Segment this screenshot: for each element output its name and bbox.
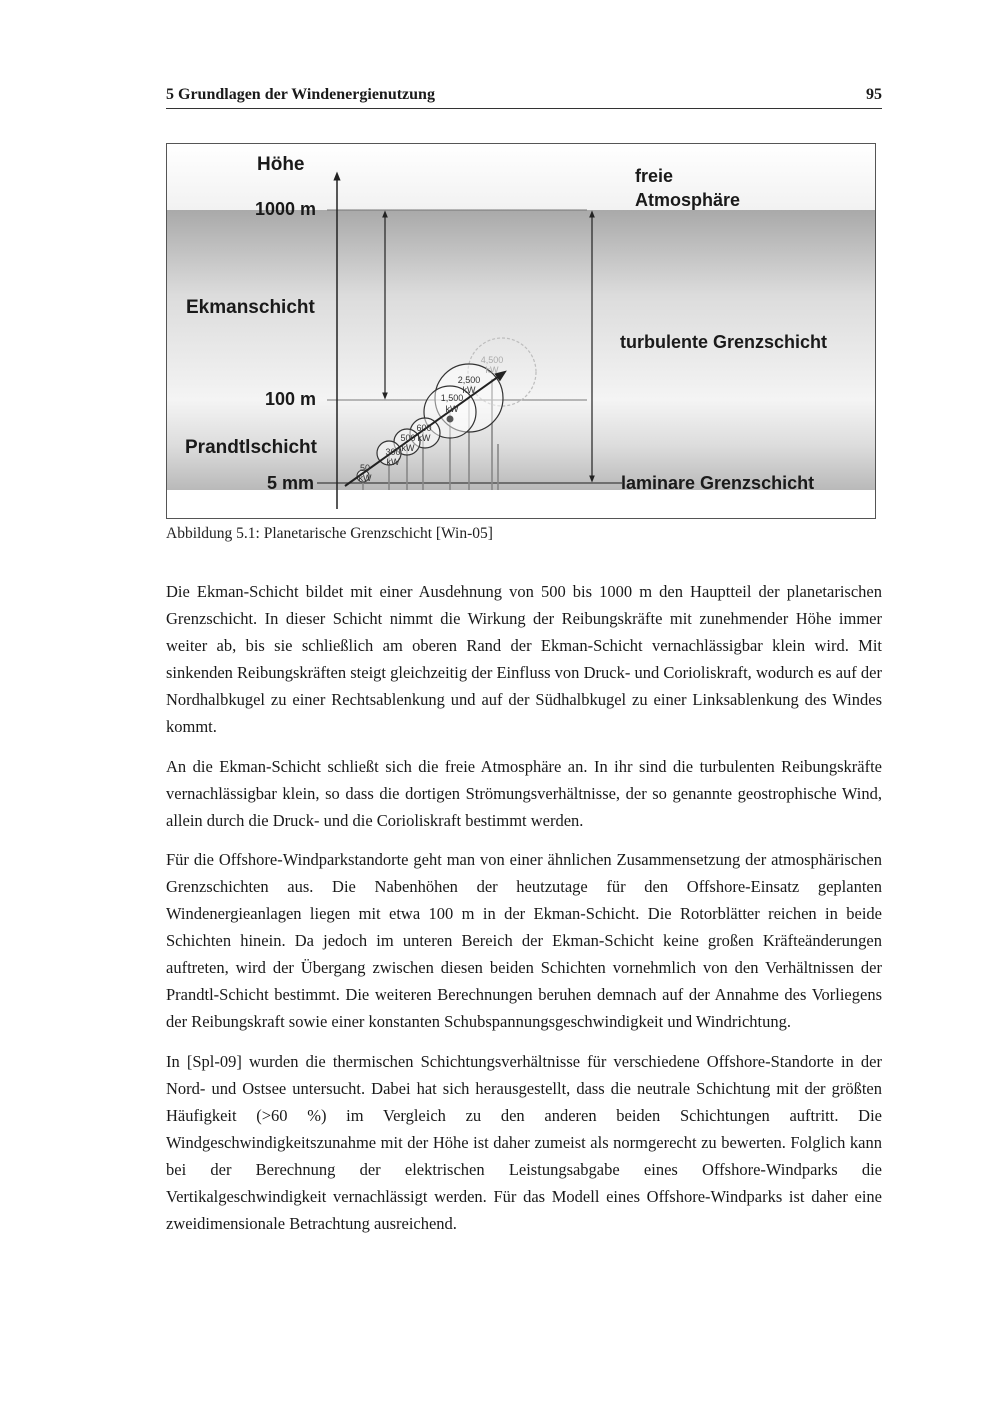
page-number: 95 [866, 86, 882, 103]
label-atmosphaere: Atmosphäre [635, 190, 741, 210]
hub-1500kw [447, 416, 454, 423]
label-hoehe: Höhe [257, 154, 305, 175]
label-1000m: 1000 m [255, 199, 317, 219]
paragraph: An die Ekman-Schicht schließt sich die freie Atmosphäre an. In ihr sind die turbulenten Reibungskräfte vernachlässigbar klein, so dass die dortigen Strömungsverhältnisse, der so genannte geostrophische Wind, allein durch die Druck- und die Corioliskraft bestimmt werden. [166, 756, 882, 830]
turbine-label-unit: kW [485, 365, 499, 375]
label-freie: freie [635, 166, 674, 186]
turbine-label-unit: kW [417, 433, 431, 443]
turbine-label-unit: kW [358, 473, 372, 483]
turbine-label-power: 600 [416, 423, 432, 433]
turbine-label-unit: kW [386, 457, 400, 467]
label-ekmanschicht: Ekmanschicht [186, 297, 315, 318]
body-text [166, 578, 882, 1249]
label-prandtlschicht: Prandtlschicht [185, 437, 317, 458]
ground-strip [167, 490, 875, 518]
paragraph: Für die Offshore-Windparkstandorte geht man von einer ähnlichen Zusammensetzung der atmosphärischen Grenzschichten aus. Die Nabenhöhen der heutzutage für den Offshore-Einsatz geplanten Windenergieanlagen liegen mit etwa 100 m in der Ekman-Schicht. Die Rotorblätter reichen in beide Schichten hinein. Da jedoch im unteren Bereich der Ekman-Schicht keine großen Kräfteänderungen auftreten, wird der Übergang zwischen diesen beiden Schichten vornehmlich von den Verhältnissen der Prandtl-Schicht bestimmt. Die weiteren Berechnungen beruhen demnach auf der Annahme des Vorliegens der Reibungskraft sowie einer konstanten Schubspannungsgeschwindigkeit und Windrichtung. [166, 849, 882, 1032]
turbine-label-unit: kW [445, 404, 459, 414]
label-laminare-grenzschicht: laminare Grenzschicht [621, 473, 815, 493]
turbine-label-unit: kW [401, 443, 415, 453]
running-header [166, 84, 882, 109]
label-5mm: 5 mm [267, 473, 315, 493]
turbine-label-power: 4,500 [480, 355, 504, 365]
turbine-label-power: 2,500 [457, 375, 481, 385]
turbine-label-power: 50 [359, 463, 371, 473]
turbine-label-unit: kW [462, 385, 476, 395]
turbine-label-power: 500 [400, 433, 416, 443]
turbine-label-power: 300 [385, 447, 401, 457]
figure-boundary-layer [166, 143, 876, 519]
chapter-title: 5 Grundlagen der Windenergienutzung [166, 86, 435, 103]
paragraph: Die Ekman-Schicht bildet mit einer Ausdehnung von 500 bis 1000 m den Hauptteil der planetarischen Grenzschicht. In dieser Schicht nimmt die Wirkung der Reibungskräfte mit zunehmender Höhe immer weiter ab, bis sie schließlich am oberen Rand der Ekman-Schicht vernachlässigbar klein wird. Mit sinkenden Reibungskräften steigt gleichzeitig der Einfluss von Druck- und Corioliskraft, wodurch es auf der Nordhalbkugel zu einer Rechtsablenkung und auf der Südhalbkugel zu einer Linksablenkung des Windes kommt. [166, 582, 882, 737]
label-100m: 100 m [265, 389, 317, 409]
turbine-label-power: 1,500 [440, 393, 464, 403]
paragraph: In [Spl-09] wurden die thermischen Schichtungsverhältnisse für verschiedene Offshore-Standorte in der Nord- und Ostsee untersucht. Dabei hat sich herausgestellt, dass die neutrale Schichtung mit der größten Häufigkeit (>60 %) im Vergleich zu den anderen beiden Schichtungen auftritt. Die Windgeschwindigkeitszunahme mit der Höhe ist daher zumeist als normgerecht zu bewerten. Folglich kann bei der Berechnung der elektrischen Leistungsabgabe eines Offshore-Windparks die Vertikalgeschwindigkeit vernachlässigt werden. Für das Modell eines Offshore-Windparks ist daher eine zweidimensionale Betrachtung ausreichend. [166, 1051, 882, 1234]
figure-caption: Abbildung 5.1: Planetarische Grenzschicht [Win-05] [166, 525, 493, 542]
label-turbulente-grenzschicht: turbulente Grenzschicht [620, 332, 828, 352]
